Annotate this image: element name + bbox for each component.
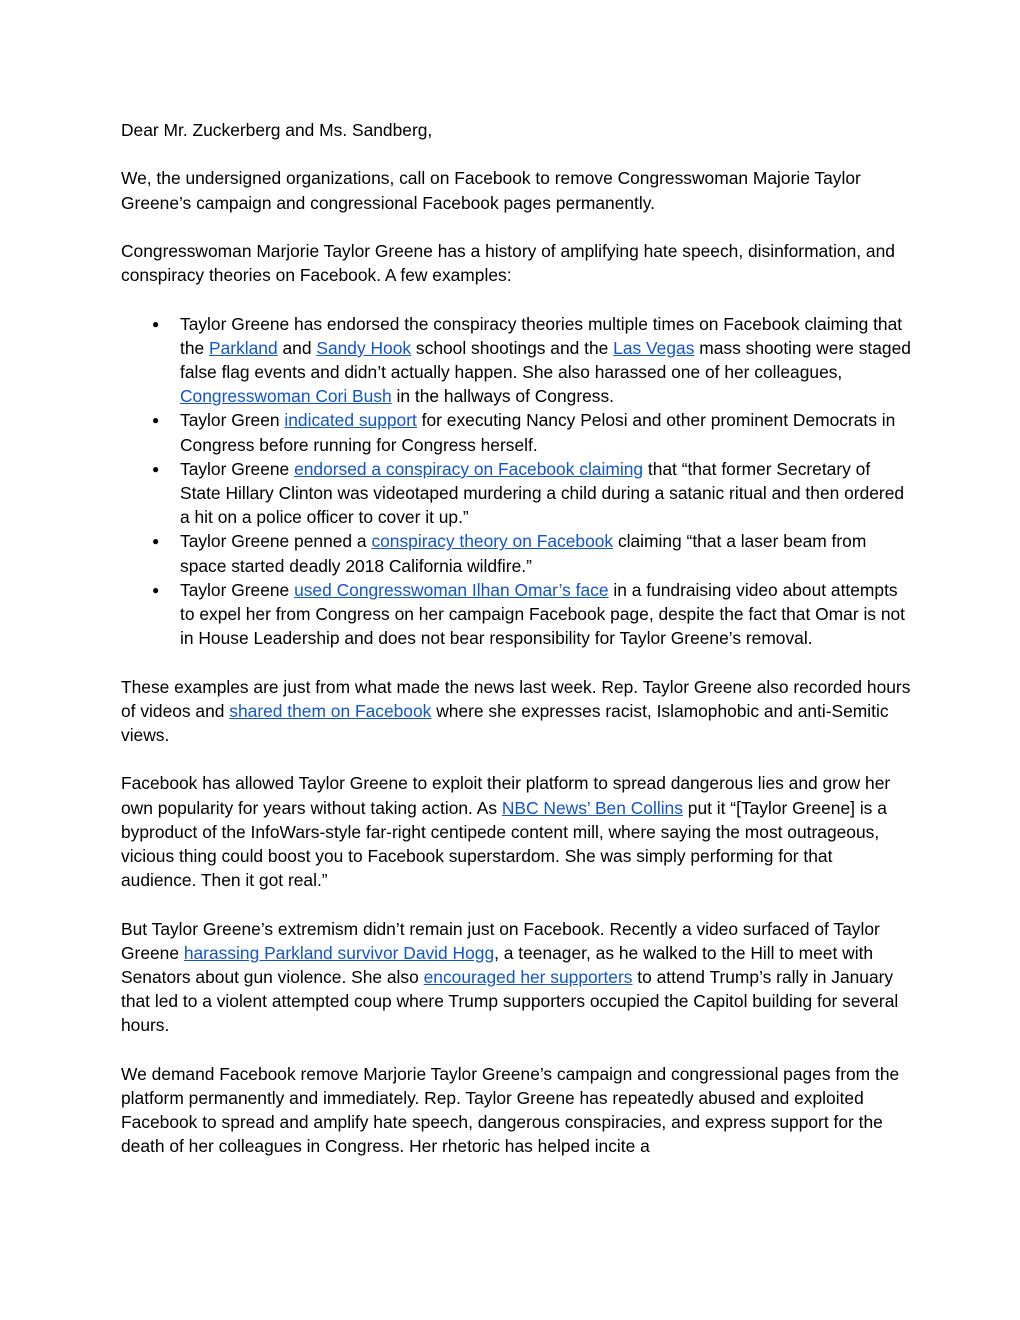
bullet-icon: ● [152, 534, 160, 549]
letter-page [121, 118, 911, 1183]
bullet-icon: ● [152, 413, 160, 428]
link-conspiracy-theory[interactable]: conspiracy theory on Facebook [371, 531, 614, 552]
link-cori-bush[interactable]: Congresswoman Cori Bush [180, 386, 392, 407]
link-indicated-support[interactable]: indicated support [284, 410, 417, 431]
list-item: ● Taylor Green indicated support for executing Nancy Pelosi and other prominent Democrats in Congress before running for Congress herself. [152, 410, 896, 455]
link-encouraged-supporters[interactable]: encouraged her supporters [423, 967, 633, 988]
paragraph-extremism: But Taylor Greene’s extremism didn’t remain just on Facebook. Recently a video surfaced of Taylor Greene harassing Parkland survivor David Hogg, a teenager, as he walked to the Hill to meet with Senators about gun violence. She also encouraged her supporters to attend Trump’s rally in January that led to a violent attempted coup where Trump supporters occupied the Capitol building for several hours. [121, 918, 899, 1036]
paragraph-history: Congresswoman Marjorie Taylor Greene has a history of amplifying hate speech, disinformation, and conspiracy theories on Facebook. A few examples: [121, 240, 895, 286]
link-las-vegas[interactable]: Las Vegas [613, 337, 695, 358]
bullet-icon: ● [152, 582, 160, 597]
paragraph-demand: We demand Facebook remove Marjorie Taylor Greene’s campaign and congressional pages from the platform permanently and immediately. Rep. Taylor Greene has repeatedly abused and exploited Facebook to spread and amplify hate speech, dangerous conspiracies, and express support for the death of her colleagues in Congress. Her rhetoric has helped incite a [121, 1063, 900, 1157]
bullet-icon: ● [152, 316, 160, 331]
list-item: ● Taylor Greene has endorsed the conspiracy theories multiple times on Facebook claiming that the Parkland and Sandy Hook school shootings and the Las Vegas mass shooting were staged false flag events and didn’t actually happen. She also harassed one of her colleagues, Congresswoman Cori Bush in the hallways of Congress. [152, 313, 911, 407]
paragraph-platform: Facebook has allowed Taylor Greene to exploit their platform to spread dangerous lies and grow her own popularity for years without taking action. As NBC News’ Ben Collins put it “[Taylor Greene] is a byproduct of the InfoWars-style far-right centipede content mill, where saying the most outrageous, vicious thing could boost you to Facebook superstardom. She was simply performing for that audience. Then it got real.” [121, 773, 891, 891]
link-shared-videos[interactable]: shared them on Facebook [229, 700, 432, 721]
link-omar-face[interactable]: used Congresswoman Ilhan Omar’s face [294, 579, 609, 600]
list-item: ● Taylor Greene used Congresswoman Ilhan Omar’s face in a fundraising video about attempts to expel her from Congress on her campaign Facebook page, despite the fact that Omar is not in House Leadership and does not bear responsibility for Taylor Greene’s removal. [152, 579, 906, 649]
list-item: ● Taylor Greene penned a conspiracy theory on Facebook claiming “that a laser beam from space started deadly 2018 California wildfire.” [152, 531, 867, 576]
examples-list [121, 312, 911, 651]
link-endorsed-conspiracy[interactable]: endorsed a conspiracy on Facebook claiming [294, 458, 644, 479]
list-item: ● Taylor Greene endorsed a conspiracy on Facebook claiming that “that former Secretary of State Hillary Clinton was videotaped murdering a child during a satanic ritual and then ordered a hit on a police officer to cover it up.” [152, 458, 905, 528]
link-parkland[interactable]: Parkland [209, 337, 278, 358]
salutation: Dear Mr. Zuckerberg and Ms. Sandberg, [121, 120, 433, 140]
link-ben-collins[interactable]: NBC News’ Ben Collins [501, 797, 683, 818]
paragraph-intro: We, the undersigned organizations, call on Facebook to remove Congresswoman Majorie Taylor Greene’s campaign and congressional Facebook pages permanently. [121, 168, 861, 213]
link-sandy-hook[interactable]: Sandy Hook [316, 337, 412, 358]
paragraph-news: These examples are just from what made the news last week. Rep. Taylor Greene also recorded hours of videos and shared them on Facebook where she expresses racist, Islamophobic and anti-Semitic views. [121, 676, 911, 746]
bullet-icon: ● [152, 461, 160, 476]
link-david-hogg[interactable]: harassing Parkland survivor David Hogg [183, 942, 495, 963]
